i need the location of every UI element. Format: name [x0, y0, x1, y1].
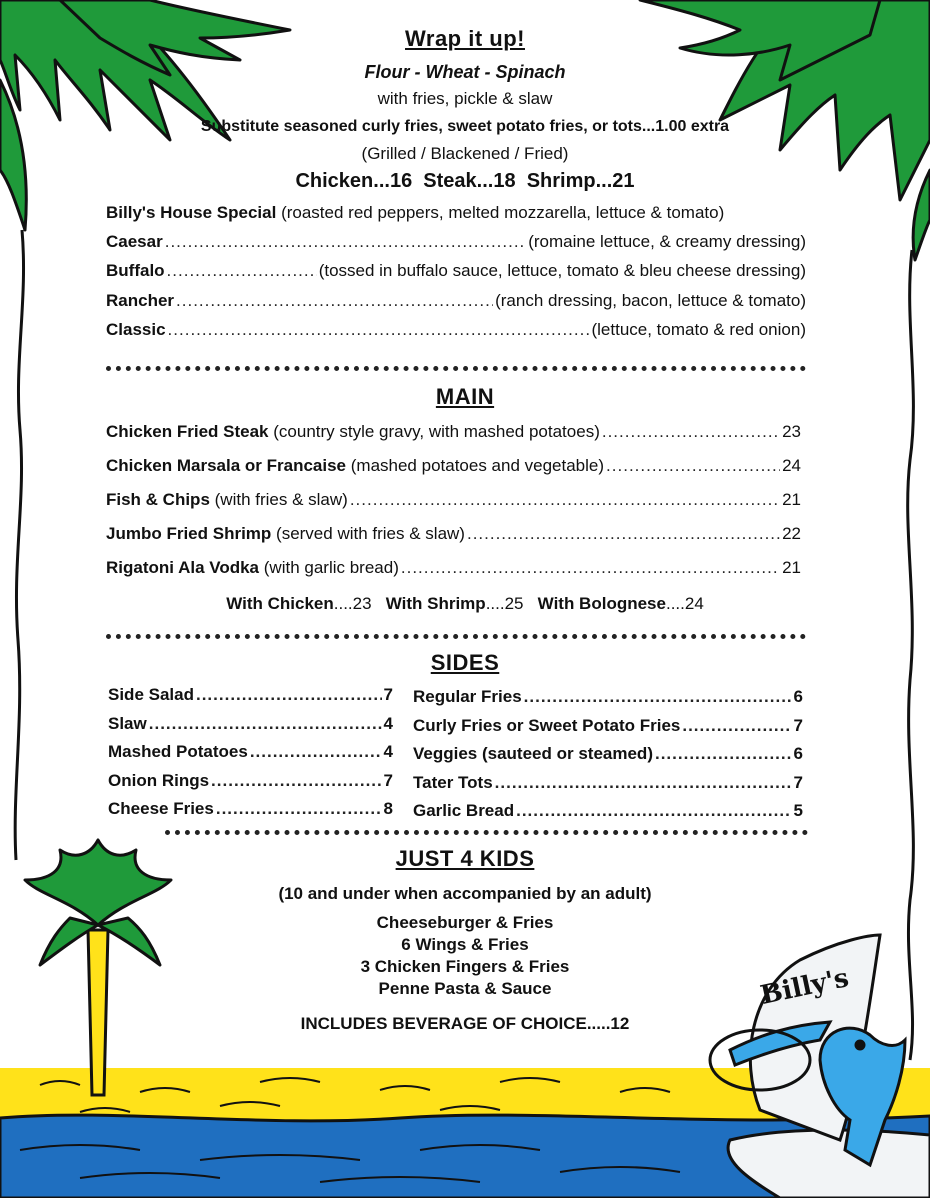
- item-price: 24: [782, 456, 801, 475]
- leader-dots: [655, 744, 792, 764]
- kids-item: Cheeseburger & Fries: [376, 913, 554, 932]
- item-price: 6: [793, 744, 803, 763]
- section-title-sides: SIDES: [430, 650, 500, 675]
- leader-dots: [350, 490, 780, 510]
- side-item: [413, 801, 803, 821]
- wrap-sides-note: with fries, pickle & slaw: [377, 89, 553, 108]
- item-price: 4: [383, 742, 393, 761]
- side-item: [108, 799, 393, 819]
- item-price: 22: [782, 524, 801, 543]
- left-border-line: [15, 230, 23, 860]
- item-name: Caesar: [106, 232, 163, 251]
- item-desc: (romaine lettuce, & creamy dressing): [528, 232, 806, 251]
- wrap-breads: Flour - Wheat - Spinach: [364, 62, 566, 82]
- item-price: 7: [383, 685, 393, 704]
- kids-item: 3 Chicken Fingers & Fries: [360, 957, 570, 976]
- kids-item: 6 Wings & Fries: [401, 935, 529, 954]
- item-desc: (mashed potatoes and vegetable): [350, 456, 605, 475]
- leader-dots: [467, 524, 780, 544]
- leader-dots: [602, 422, 780, 442]
- item-name: Rigatoni Ala Vodka: [106, 558, 260, 577]
- item-name: Tater Tots: [413, 773, 493, 792]
- item-name: Jumbo Fried Shrimp: [106, 524, 272, 543]
- item-desc: (country style gravy, with mashed potatoes): [273, 422, 600, 441]
- side-item: [108, 742, 393, 762]
- main-addons: [0, 594, 930, 614]
- item-name: Buffalo: [106, 261, 165, 280]
- item-desc: (tossed in buffalo sauce, lettuce, tomato & bleu cheese dressing): [318, 261, 806, 280]
- main-item: [106, 422, 801, 442]
- wrap-styles: (Grilled / Blackened / Fried): [361, 144, 569, 163]
- side-item: [413, 773, 803, 793]
- leader-dots: [606, 456, 780, 476]
- side-item: [108, 714, 393, 734]
- item-price: 21: [782, 490, 801, 509]
- main-item: [106, 558, 801, 578]
- item-desc: (with garlic bread): [263, 558, 399, 577]
- leader-dots: [168, 320, 590, 340]
- item-name: Billy's House Special: [106, 203, 277, 222]
- item-name: Regular Fries: [413, 687, 522, 706]
- wrap-item: [106, 291, 806, 311]
- wrap-item: [106, 261, 806, 281]
- leader-dots: [401, 558, 780, 578]
- section-divider: [165, 830, 808, 835]
- leader-dots: [176, 291, 493, 311]
- leader-dots: [250, 742, 382, 762]
- side-item: [108, 685, 393, 705]
- item-desc: (ranch dressing, bacon, lettuce & tomato): [495, 291, 806, 310]
- item-desc: (roasted red peppers, melted mozzarella, lettuce & tomato): [281, 203, 725, 222]
- item-desc: (served with fries & slaw): [276, 524, 465, 543]
- item-name: Rancher: [106, 291, 175, 310]
- leader-dots: [211, 771, 381, 791]
- item-price: 21: [782, 558, 801, 577]
- wrap-prices: Chicken...16 Steak...18 Shrimp...21: [295, 170, 635, 192]
- wrap-item: [106, 320, 806, 340]
- item-price: 6: [793, 687, 803, 706]
- side-item: [413, 716, 803, 736]
- section-title-wrap: Wrap it up!: [405, 26, 525, 51]
- item-name: Curly Fries or Sweet Potato Fries: [413, 716, 681, 735]
- main-item: [106, 456, 801, 476]
- leader-dots: [524, 687, 792, 707]
- leader-dots: [216, 799, 382, 819]
- kids-note: (10 and under when accompanied by an adult): [278, 884, 652, 903]
- item-name: Mashed Potatoes: [108, 742, 248, 761]
- item-price: 8: [383, 799, 393, 818]
- item-name: Cheese Fries: [108, 799, 214, 818]
- main-item: [106, 524, 801, 544]
- wrap-substitute-note: Substitute seasoned curly fries, sweet potato fries, or tots...1.00 extra: [200, 118, 730, 135]
- addon-price: ....24: [665, 594, 704, 613]
- item-name: Veggies (sauteed or steamed): [413, 744, 653, 763]
- wrap-item: [106, 232, 806, 252]
- main-item: [106, 490, 801, 510]
- item-name: Garlic Bread: [413, 801, 515, 820]
- addon-name: With Chicken: [226, 594, 334, 613]
- leader-dots: [682, 716, 791, 736]
- leader-dots: [196, 685, 382, 705]
- item-desc: (lettuce, tomato & red onion): [591, 320, 806, 339]
- item-price: 4: [383, 714, 393, 733]
- item-name: Onion Rings: [108, 771, 210, 790]
- addon-name: With Shrimp: [385, 594, 486, 613]
- wrap-item: [106, 203, 806, 223]
- leader-dots: [167, 261, 317, 281]
- item-price: 5: [793, 801, 803, 820]
- leader-dots: [495, 773, 792, 793]
- kids-beverage: INCLUDES BEVERAGE OF CHOICE.....12: [300, 1014, 630, 1033]
- section-divider: [106, 366, 806, 371]
- item-name: Fish & Chips: [106, 490, 210, 509]
- addon-name: With Bolognese: [537, 594, 666, 613]
- item-name: Classic: [106, 320, 166, 339]
- leader-dots: [149, 714, 382, 734]
- section-divider: [106, 634, 806, 639]
- item-name: Chicken Fried Steak: [106, 422, 269, 441]
- side-item: [413, 744, 803, 764]
- leader-dots: [165, 232, 527, 252]
- leader-dots: [516, 801, 791, 821]
- item-name: Side Salad: [108, 685, 194, 704]
- item-price: 7: [383, 771, 393, 790]
- side-item: [413, 687, 803, 707]
- side-item: [108, 771, 393, 791]
- kids-item: Penne Pasta & Sauce: [378, 979, 552, 998]
- billys-logo: Billy's: [757, 963, 852, 1011]
- item-name: Slaw: [108, 714, 147, 733]
- section-title-main: MAIN: [435, 384, 495, 409]
- addon-price: ....23: [333, 594, 372, 613]
- item-name: Chicken Marsala or Francaise: [106, 456, 347, 475]
- item-price: 7: [793, 773, 803, 792]
- item-desc: (with fries & slaw): [214, 490, 348, 509]
- addon-price: ....25: [485, 594, 524, 613]
- item-price: 7: [793, 716, 803, 735]
- item-price: 23: [782, 422, 801, 441]
- section-title-kids: JUST 4 KIDS: [395, 846, 535, 871]
